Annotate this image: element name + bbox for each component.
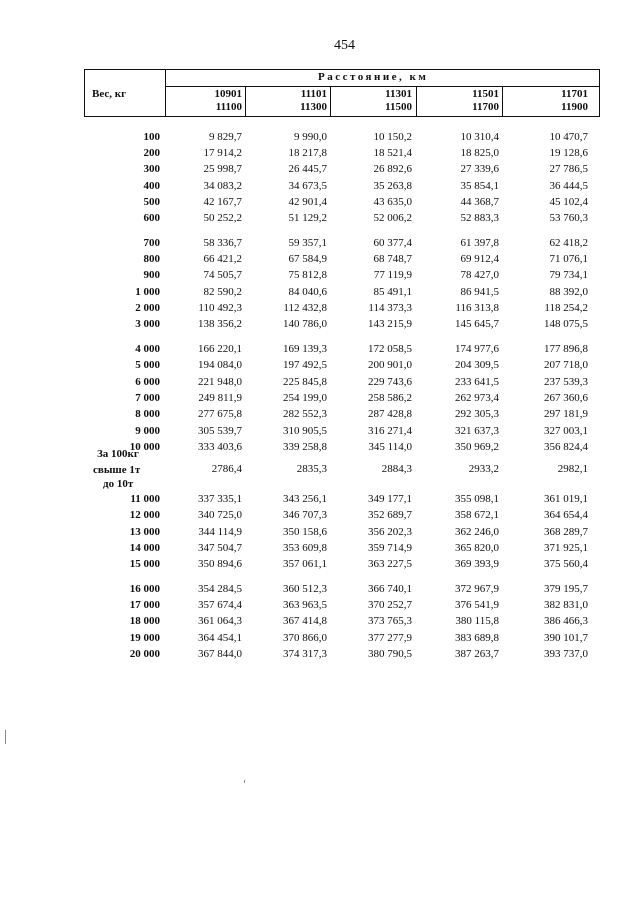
tariff-cell: 26 892,6 xyxy=(373,163,412,175)
tariff-cell: 364 654,4 xyxy=(544,509,588,521)
tariff-cell: 26 445,7 xyxy=(288,163,327,175)
tariff-cell: 34 083,2 xyxy=(203,180,242,192)
per-100kg-rate-cell: 2786,4 xyxy=(211,463,242,475)
tariff-cell: 368 289,7 xyxy=(544,526,588,538)
weight-cell: 11 000 xyxy=(130,493,160,505)
weight-column-divider xyxy=(165,69,166,117)
tariff-cell: 138 356,2 xyxy=(198,318,242,330)
tariff-cell: 52 006,2 xyxy=(373,212,412,224)
tariff-cell: 43 635,0 xyxy=(373,196,412,208)
tariff-cell: 297 181,9 xyxy=(544,408,588,420)
tariff-cell: 18 521,4 xyxy=(373,147,412,159)
tariff-cell: 221 948,0 xyxy=(198,376,242,388)
table-row xyxy=(0,376,640,390)
table-row xyxy=(0,441,640,455)
range-from-label: 10901 xyxy=(214,88,242,100)
tariff-cell: 316 271,4 xyxy=(368,425,412,437)
tariff-cell: 114 373,3 xyxy=(368,302,412,314)
tariff-cell: 233 641,5 xyxy=(455,376,499,388)
tariff-cell: 9 829,7 xyxy=(209,131,242,143)
tariff-cell: 365 820,0 xyxy=(455,542,499,554)
tariff-cell: 35 263,8 xyxy=(373,180,412,192)
tariff-cell: 364 454,1 xyxy=(198,632,242,644)
tariff-cell: 237 539,3 xyxy=(544,376,588,388)
tariff-cell: 112 432,8 xyxy=(283,302,327,314)
range-to-label: 11100 xyxy=(215,101,242,113)
tariff-cell: 366 740,1 xyxy=(368,583,412,595)
tariff-cell: 42 901,4 xyxy=(288,196,327,208)
table-row xyxy=(0,425,640,439)
table-row xyxy=(0,648,640,662)
range-from-label: 11501 xyxy=(472,88,499,100)
tariff-cell: 386 466,3 xyxy=(544,615,588,627)
tariff-cell: 61 397,8 xyxy=(460,237,499,249)
table-row xyxy=(0,237,640,251)
tariff-cell: 359 714,9 xyxy=(368,542,412,554)
tariff-cell: 350 158,6 xyxy=(283,526,327,538)
weight-cell: 14 000 xyxy=(129,542,160,554)
table-row xyxy=(0,147,640,161)
tariff-cell: 282 552,3 xyxy=(283,408,327,420)
table-row xyxy=(0,615,640,629)
weight-cell: 3 000 xyxy=(135,318,160,330)
weight-cell: 18 000 xyxy=(129,615,160,627)
tariff-cell: 66 421,2 xyxy=(203,253,242,265)
tariff-cell: 380 115,8 xyxy=(455,615,499,627)
tariff-cell: 377 277,9 xyxy=(368,632,412,644)
tariff-cell: 373 765,3 xyxy=(368,615,412,627)
tariff-cell: 36 444,5 xyxy=(549,180,588,192)
tariff-cell: 50 252,2 xyxy=(203,212,242,224)
tariff-cell: 177 896,8 xyxy=(544,343,588,355)
tariff-cell: 370 866,0 xyxy=(283,632,327,644)
tariff-cell: 379 195,7 xyxy=(544,583,588,595)
range-to-label: 11900 xyxy=(561,101,588,113)
table-row xyxy=(0,343,640,357)
tariff-cell: 19 128,6 xyxy=(549,147,588,159)
weight-cell: 10 000 xyxy=(129,441,160,453)
tariff-cell: 363 963,5 xyxy=(283,599,327,611)
tariff-cell: 292 305,3 xyxy=(455,408,499,420)
table-row xyxy=(0,558,640,572)
weight-cell: 12 000 xyxy=(129,509,160,521)
tariff-cell: 174 977,6 xyxy=(455,343,499,355)
tariff-cell: 372 967,9 xyxy=(455,583,499,595)
tariff-cell: 52 883,3 xyxy=(460,212,499,224)
tariff-cell: 393 737,0 xyxy=(544,648,588,660)
weight-cell: 2 000 xyxy=(135,302,160,314)
tariff-cell: 58 336,7 xyxy=(203,237,242,249)
tariff-cell: 200 901,0 xyxy=(368,359,412,371)
tariff-cell: 371 925,1 xyxy=(544,542,588,554)
tariff-cell: 78 427,0 xyxy=(460,269,499,281)
table-row xyxy=(0,392,640,406)
tariff-cell: 82 590,2 xyxy=(203,286,242,298)
table-row xyxy=(0,196,640,210)
tariff-cell: 249 811,9 xyxy=(198,392,242,404)
tariff-cell: 10 470,7 xyxy=(549,131,588,143)
tariff-cell: 10 150,2 xyxy=(373,131,412,143)
range-to-label: 11300 xyxy=(300,101,327,113)
distance-title-underline xyxy=(165,86,600,87)
tariff-cell: 363 227,5 xyxy=(368,558,412,570)
tariff-cell: 71 076,1 xyxy=(549,253,588,265)
table-row xyxy=(0,583,640,597)
tariff-cell: 207 718,0 xyxy=(544,359,588,371)
tariff-cell: 225 845,8 xyxy=(283,376,327,388)
tariff-cell: 140 786,0 xyxy=(283,318,327,330)
weight-cell: 100 xyxy=(143,131,160,143)
tariff-cell: 45 102,4 xyxy=(549,196,588,208)
weight-cell: 200 xyxy=(143,147,160,159)
range-divider xyxy=(502,86,503,117)
header-top-border xyxy=(84,69,600,70)
tariff-cell: 357 674,4 xyxy=(198,599,242,611)
table-row xyxy=(0,408,640,422)
tariff-cell: 356 824,4 xyxy=(544,441,588,453)
tariff-cell: 382 831,0 xyxy=(544,599,588,611)
tariff-cell: 67 584,9 xyxy=(288,253,327,265)
tariff-cell: 18 825,0 xyxy=(460,147,499,159)
tariff-cell: 27 339,6 xyxy=(460,163,499,175)
tariff-cell: 370 252,7 xyxy=(368,599,412,611)
tariff-cell: 59 357,1 xyxy=(288,237,327,249)
weight-cell: 900 xyxy=(143,269,160,281)
tariff-cell: 118 254,2 xyxy=(544,302,588,314)
tariff-cell: 344 114,9 xyxy=(198,526,242,538)
weight-cell: 6 000 xyxy=(135,376,160,388)
tariff-cell: 321 637,3 xyxy=(455,425,499,437)
range-to-label: 11500 xyxy=(385,101,412,113)
tariff-cell: 287 428,8 xyxy=(368,408,412,420)
distance-title: Расстояние, км xyxy=(318,71,429,83)
per-100kg-label: За 100кг xyxy=(97,448,139,460)
tariff-cell: 367 414,8 xyxy=(283,615,327,627)
weight-cell: 16 000 xyxy=(129,583,160,595)
table-row xyxy=(0,542,640,556)
tariff-cell: 77 119,9 xyxy=(373,269,412,281)
table-row xyxy=(0,253,640,267)
tariff-cell: 25 998,7 xyxy=(203,163,242,175)
weight-cell: 300 xyxy=(143,163,160,175)
tariff-cell: 345 114,0 xyxy=(368,441,412,453)
tariff-cell: 277 675,8 xyxy=(198,408,242,420)
weight-cell: 20 000 xyxy=(129,648,160,660)
table-row xyxy=(0,632,640,646)
tariff-cell: 229 743,6 xyxy=(368,376,412,388)
tariff-cell: 60 377,4 xyxy=(373,237,412,249)
per-100kg-rate-cell: 2884,3 xyxy=(381,463,412,475)
tariff-cell: 62 418,2 xyxy=(549,237,588,249)
tariff-cell: 354 284,5 xyxy=(198,583,242,595)
tariff-cell: 254 199,0 xyxy=(283,392,327,404)
tariff-cell: 333 403,6 xyxy=(198,441,242,453)
tariff-cell: 358 672,1 xyxy=(455,509,499,521)
tariff-cell: 143 215,9 xyxy=(368,318,412,330)
weight-cell: 4 000 xyxy=(135,343,160,355)
tariff-cell: 357 061,1 xyxy=(283,558,327,570)
tariff-cell: 148 075,5 xyxy=(544,318,588,330)
weight-cell: 7 000 xyxy=(135,392,160,404)
tariff-cell: 35 854,1 xyxy=(460,180,499,192)
tariff-cell: 86 941,5 xyxy=(460,286,499,298)
tariff-cell: 51 129,2 xyxy=(288,212,327,224)
tariff-cell: 69 912,4 xyxy=(460,253,499,265)
tariff-cell: 390 101,7 xyxy=(544,632,588,644)
range-divider xyxy=(330,86,331,117)
over-1t-label: свыше 1т xyxy=(93,464,141,476)
header-bottom-border xyxy=(84,116,600,117)
tariff-cell: 116 313,8 xyxy=(455,302,499,314)
per-100kg-rate-cell: 2835,3 xyxy=(296,463,327,475)
weight-cell: 800 xyxy=(143,253,160,265)
tariff-cell: 79 734,1 xyxy=(549,269,588,281)
tariff-cell: 387 263,7 xyxy=(455,648,499,660)
tariff-cell: 145 645,7 xyxy=(455,318,499,330)
tariff-cell: 74 505,7 xyxy=(203,269,242,281)
tariff-cell: 42 167,7 xyxy=(203,196,242,208)
table-row xyxy=(0,599,640,613)
tariff-cell: 352 689,7 xyxy=(368,509,412,521)
weight-cell: 15 000 xyxy=(129,558,160,570)
tariff-cell: 17 914,2 xyxy=(203,147,242,159)
tariff-cell: 327 003,1 xyxy=(544,425,588,437)
table-row xyxy=(0,212,640,226)
tariff-cell: 204 309,5 xyxy=(455,359,499,371)
tariff-cell: 374 317,3 xyxy=(283,648,327,660)
scan-mark xyxy=(5,730,6,744)
tariff-cell: 347 504,7 xyxy=(198,542,242,554)
tariff-cell: 350 894,6 xyxy=(198,558,242,570)
tariff-cell: 353 609,8 xyxy=(283,542,327,554)
table-row xyxy=(0,302,640,316)
tariff-cell: 383 689,8 xyxy=(455,632,499,644)
table-row xyxy=(0,509,640,523)
tariff-cell: 27 786,5 xyxy=(549,163,588,175)
tariff-cell: 53 760,3 xyxy=(549,212,588,224)
range-to-label: 11700 xyxy=(472,101,499,113)
tariff-cell: 361 064,3 xyxy=(198,615,242,627)
table-row xyxy=(0,163,640,177)
weight-cell: 17 000 xyxy=(129,599,160,611)
tariff-cell: 18 217,8 xyxy=(288,147,327,159)
tariff-cell: 356 202,3 xyxy=(368,526,412,538)
tariff-cell: 346 707,3 xyxy=(283,509,327,521)
tariff-cell: 339 258,8 xyxy=(283,441,327,453)
tariff-cell: 376 541,9 xyxy=(455,599,499,611)
table-row xyxy=(0,493,640,507)
tariff-cell: 197 492,5 xyxy=(283,359,327,371)
tariff-cell: 310 905,5 xyxy=(283,425,327,437)
tariff-cell: 355 098,1 xyxy=(455,493,499,505)
tariff-cell: 84 040,6 xyxy=(288,286,327,298)
tariff-cell: 10 310,4 xyxy=(460,131,499,143)
tariff-cell: 34 673,5 xyxy=(288,180,327,192)
tariff-cell: 380 790,5 xyxy=(368,648,412,660)
tariff-cell: 369 393,9 xyxy=(455,558,499,570)
per-100kg-rate-cell: 2982,1 xyxy=(557,463,588,475)
tariff-cell: 262 973,4 xyxy=(455,392,499,404)
table-row xyxy=(0,131,640,145)
tariff-cell: 44 368,7 xyxy=(460,196,499,208)
tariff-cell: 360 512,3 xyxy=(283,583,327,595)
table-row xyxy=(0,180,640,194)
weight-cell: 500 xyxy=(143,196,160,208)
tariff-cell: 340 725,0 xyxy=(198,509,242,521)
range-from-label: 11101 xyxy=(300,88,327,100)
tariff-cell: 337 335,1 xyxy=(198,493,242,505)
tariff-cell: 361 019,1 xyxy=(544,493,588,505)
tariff-cell: 169 139,3 xyxy=(283,343,327,355)
weight-column-label: Вес, кг xyxy=(92,88,127,100)
tariff-cell: 85 491,1 xyxy=(373,286,412,298)
weight-cell: 13 000 xyxy=(129,526,160,538)
tariff-cell: 110 492,3 xyxy=(198,302,242,314)
tariff-cell: 88 392,0 xyxy=(549,286,588,298)
tariff-cell: 68 748,7 xyxy=(373,253,412,265)
table-row xyxy=(0,286,640,300)
tariff-cell: 258 586,2 xyxy=(368,392,412,404)
range-from-label: 11701 xyxy=(561,88,588,100)
tariff-cell: 367 844,0 xyxy=(198,648,242,660)
tariff-cell: 375 560,4 xyxy=(544,558,588,570)
per-100kg-rate-cell: 2933,2 xyxy=(468,463,499,475)
tariff-cell: 9 990,0 xyxy=(294,131,327,143)
weight-cell: 1 000 xyxy=(135,286,160,298)
weight-cell: 9 000 xyxy=(135,425,160,437)
tariff-cell: 194 084,0 xyxy=(198,359,242,371)
tariff-cell: 350 969,2 xyxy=(455,441,499,453)
table-row xyxy=(0,269,640,283)
weight-cell: 8 000 xyxy=(135,408,160,420)
table-row xyxy=(0,526,640,540)
header-right-border xyxy=(599,69,600,117)
tariff-cell: 172 058,5 xyxy=(368,343,412,355)
range-divider xyxy=(416,86,417,117)
header-left-border xyxy=(84,69,85,117)
scan-mark xyxy=(244,780,245,783)
table-row xyxy=(0,359,640,373)
up-to-10t-label: до 10т xyxy=(103,478,134,490)
weight-cell: 19 000 xyxy=(129,632,160,644)
weight-cell: 5 000 xyxy=(135,359,160,371)
weight-cell: 400 xyxy=(143,180,160,192)
tariff-cell: 267 360,6 xyxy=(544,392,588,404)
tariff-cell: 343 256,1 xyxy=(283,493,327,505)
tariff-cell: 305 539,7 xyxy=(198,425,242,437)
range-divider xyxy=(245,86,246,117)
tariff-cell: 166 220,1 xyxy=(198,343,242,355)
table-row xyxy=(0,318,640,332)
tariff-cell: 349 177,1 xyxy=(368,493,412,505)
tariff-cell: 362 246,0 xyxy=(455,526,499,538)
tariff-cell: 75 812,8 xyxy=(288,269,327,281)
range-from-label: 11301 xyxy=(385,88,412,100)
weight-cell: 600 xyxy=(143,212,160,224)
weight-cell: 700 xyxy=(143,237,160,249)
